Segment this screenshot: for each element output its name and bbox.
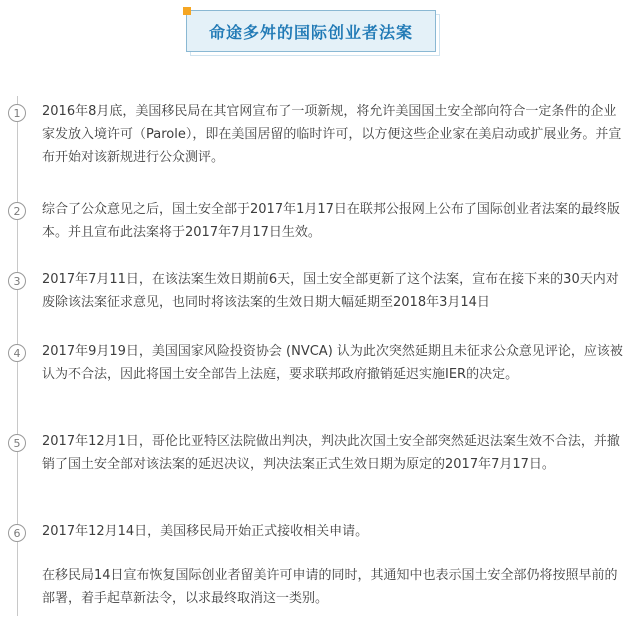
entry-text: 2016年8月底，美国移民局在其官网宣布了一项新规，将允许美国国土安全部向符合一定条件的企业家发放入境许可（Parole），即在美国居留的临时许可，以方便这些企业家在美启动或扩展业务。并宣布开始对该新规进行公众测评。 bbox=[42, 104, 622, 165]
entry-extra-text: 在移民局14日宣布恢复国际创业者留美许可申请的同时，其通知中也表示国土安全部仍将按照早前的部署，着手起草新法令，以求最终取消这一类别。 bbox=[42, 568, 618, 606]
step-number-badge: 6 bbox=[8, 524, 26, 542]
title-corner-accent bbox=[183, 7, 191, 15]
entry-text: 2017年12月1日，哥伦比亚特区法院做出判决，判决此次国土安全部突然延迟法案生效不合法，并撤销了国土安全部对该法案的延迟决议，判决法案正式生效日期为原定的2017年7月17日。 bbox=[42, 434, 620, 472]
entry-text: 2017年7月11日，在该法案生效日期前6天，国土安全部更新了这个法案，宣布在接下来的30天内对废除该法案征求意见，也同时将该法案的生效日期大幅延期至2018年3月14日 bbox=[42, 272, 619, 310]
entry-text: 综合了公众意见之后，国土安全部于2017年1月17日在联邦公报网上公布了国际创业者法案的最终版本。并且宣布此法案将于2017年7月17日生效。 bbox=[42, 202, 620, 240]
step-number-badge: 3 bbox=[8, 272, 26, 290]
page-title: 命途多舛的国际创业者法案 bbox=[208, 22, 413, 42]
title-banner bbox=[186, 10, 438, 54]
step-number-badge: 2 bbox=[8, 202, 26, 220]
entry-text: 2017年12月14日，美国移民局开始正式接收相关申请。 bbox=[42, 524, 369, 539]
step-number-badge: 5 bbox=[8, 434, 26, 452]
entry-text: 2017年9月19日，美国国家风险投资协会 (NVCA) 认为此次突然延期且未征求公众意见评论，应该被认为不合法，因此将国土安全部告上法庭，要求联邦政府撤销延迟实施IER的决定。 bbox=[42, 344, 623, 382]
step-number-badge: 4 bbox=[8, 344, 26, 362]
step-number-badge: 1 bbox=[8, 104, 26, 122]
title-box bbox=[186, 10, 436, 52]
